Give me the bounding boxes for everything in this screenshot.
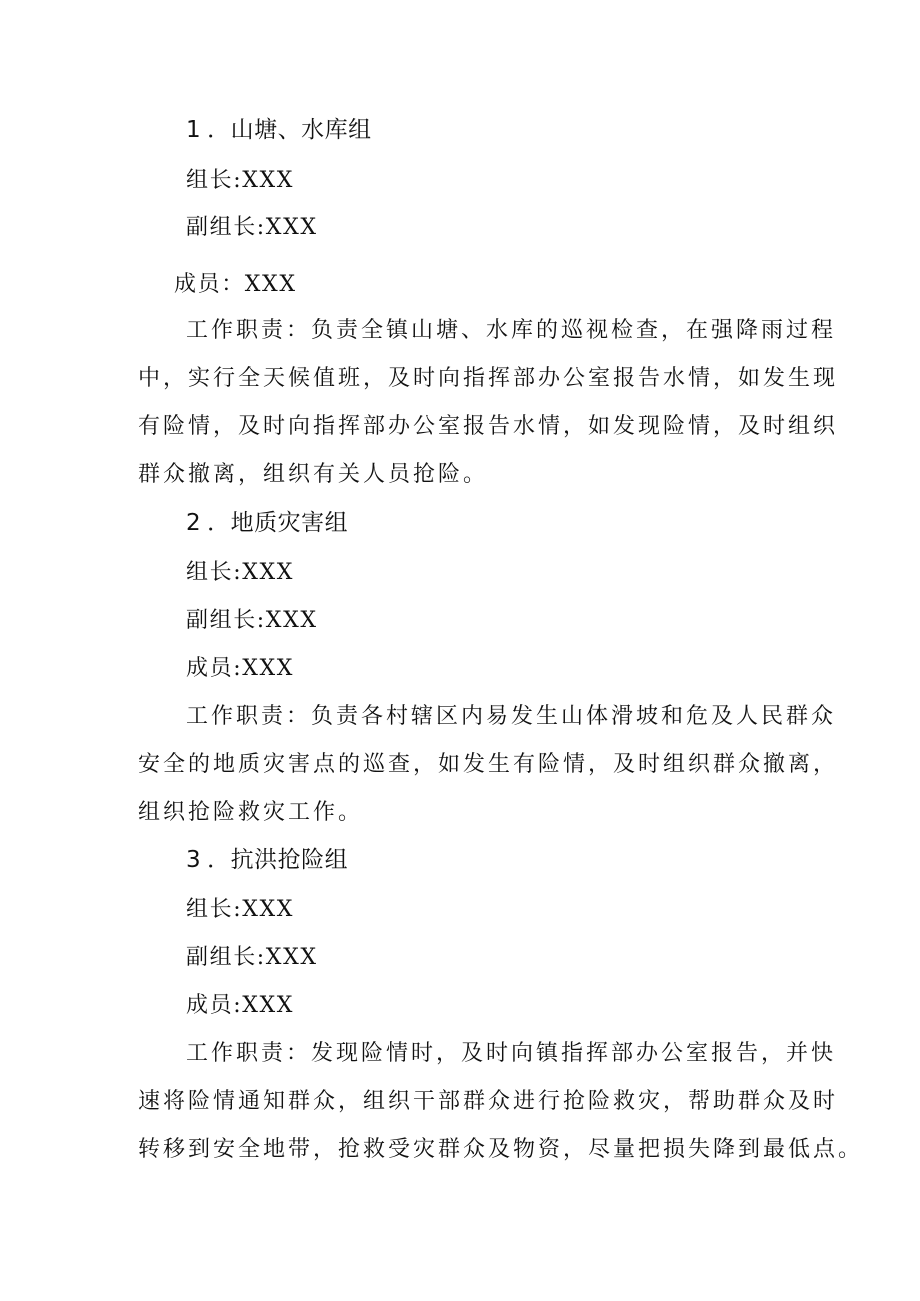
section-1-heading bbox=[186, 115, 372, 145]
section-1-duty-line: 中，实行全天候值班，及时向指挥部办公室报告水情，如发生现 bbox=[138, 366, 839, 391]
section-3-deputy: 副组长:XXX bbox=[186, 945, 318, 970]
section-3-duty-line: 转移到安全地带，抢救受灾群众及物资，尽量把损失降到最低点。 bbox=[138, 1137, 864, 1162]
section-1-duty-line: 有险情，及时向指挥部办公室报告水情，如发现险情，及时组织 bbox=[138, 414, 839, 439]
section-3-members: 成员:XXX bbox=[186, 993, 294, 1018]
section-1-members: 成员：XXX bbox=[174, 272, 297, 297]
section-2-duty-line: 工作职责：负责各村辖区内易发生山体滑坡和危及人民群众 bbox=[186, 704, 837, 729]
section-3-heading bbox=[186, 845, 348, 875]
section-1-title: ．山塘、水库组 bbox=[207, 117, 372, 143]
section-3-title: ．抗洪抢险组 bbox=[207, 847, 349, 873]
section-1-number: 1 bbox=[186, 117, 202, 143]
section-1-duty-line: 工作职责：负责全镇山塘、水库的巡视检查，在强降雨过程 bbox=[186, 318, 837, 343]
section-2-duty-line: 组织抢险救灾工作。 bbox=[138, 800, 364, 825]
section-3-duty-line: 工作职责：发现险情时，及时向镇指挥部办公室报告，并快 bbox=[186, 1041, 837, 1066]
section-2-heading bbox=[186, 508, 348, 538]
section-3-number: 3 bbox=[186, 847, 202, 873]
section-1-duty-line: 群众撤离，组织有关人员抢险。 bbox=[138, 462, 489, 487]
section-1-deputy: 副组长:XXX bbox=[186, 215, 318, 240]
section-2-members: 成员:XXX bbox=[186, 656, 294, 681]
section-2-duty-line: 安全的地质灾害点的巡查，如发生有险情，及时组织群众撤离， bbox=[138, 752, 839, 777]
section-3-duty-line: 速将险情通知群众，组织干部群众进行抢险救灾，帮助群众及时 bbox=[138, 1089, 839, 1114]
section-1-leader: 组长:XXX bbox=[186, 168, 294, 193]
section-2-number: 2 bbox=[186, 510, 202, 536]
section-2-leader: 组长:XXX bbox=[186, 560, 294, 585]
section-2-deputy: 副组长:XXX bbox=[186, 608, 318, 633]
section-3-leader: 组长:XXX bbox=[186, 897, 294, 922]
section-2-title: ．地质灾害组 bbox=[207, 510, 349, 536]
